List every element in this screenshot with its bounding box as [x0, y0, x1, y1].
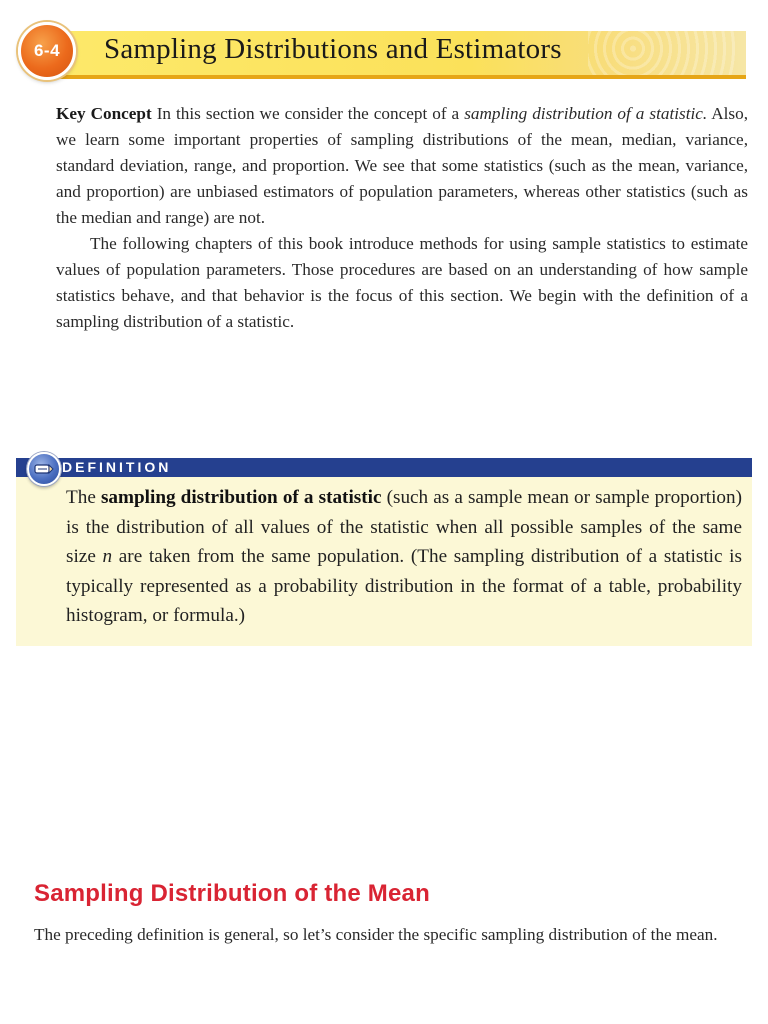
section-header: [0, 22, 768, 84]
pencil-icon: [27, 452, 61, 486]
definition-label: DEFINITION: [62, 459, 172, 475]
subsection-paragraph: The preceding definition is general, so let’s consider the specific sampling distribution of the mean.: [34, 925, 718, 944]
key-concept-text-2: Also, we learn some important properties of sampling distributions of the mean, median, variance, standard deviation, range, and proportion. We see that some statistics (such as the mean, variance, and proportion) are unbiased estimators of population parameters, whereas other statistics (such as the median and range) are not.: [56, 104, 748, 227]
key-concept-italic: sampling distribution of a statistic.: [464, 104, 708, 123]
section-number: 6-4: [33, 41, 61, 60]
section-number-badge: [18, 22, 76, 80]
definition-text-2: (such as a sample mean or sample proportion) is the distribution of all values of the statistic when all possible samples of the same size: [66, 487, 742, 567]
key-concept-label: Key Concept: [56, 104, 152, 123]
section-title: Sampling Distributions and Estimators: [104, 33, 562, 65]
definition-header-bar: [16, 458, 752, 477]
definition-variable-n: n: [102, 546, 113, 567]
definition-text: [66, 483, 742, 631]
key-concept-paragraph: [56, 101, 748, 231]
header-decoration: [588, 31, 738, 75]
subsection-heading: Sampling Distribution of the Mean: [34, 880, 430, 907]
intro-paragraph: The following chapters of this book introduce methods for using sample statistics to estimate values of population parameters. Those procedures are based on an understanding of how sample statistics behave, and that behavior is the focus of this section. We begin with the definition of a sampling distribution of a statistic.: [56, 234, 748, 331]
definition-term: sampling distribution of a statistic: [100, 487, 382, 508]
definition-text-1: The: [66, 487, 101, 508]
definition-text-3: are taken from the same population. (The sampling distribution of a statistic is typically represented as a probability distribution in the format of a table, probability histogram, or formula.): [66, 546, 742, 626]
definition-box: [16, 458, 752, 646]
key-concept-text-1: In this section we consider the concept of a: [151, 104, 465, 123]
